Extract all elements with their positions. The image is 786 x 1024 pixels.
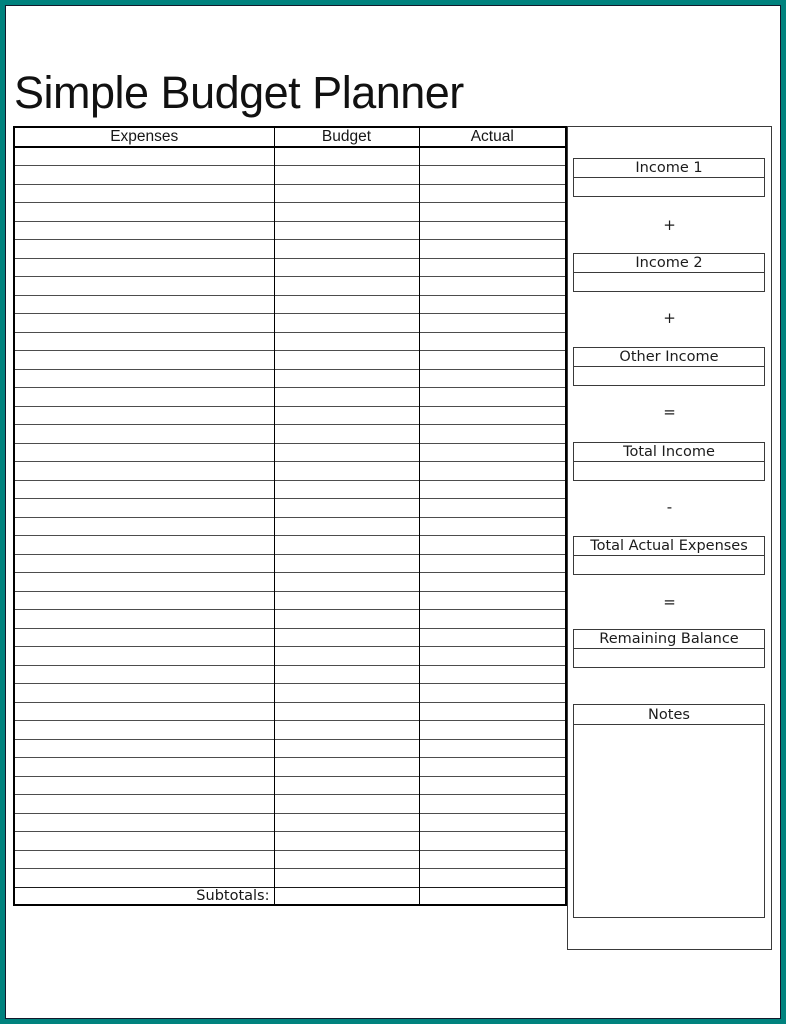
expense-row bbox=[14, 314, 566, 333]
expense-row bbox=[14, 591, 566, 610]
budget-amount-cell[interactable] bbox=[274, 388, 419, 407]
subtotal-actual-cell[interactable] bbox=[419, 887, 566, 905]
expense-row bbox=[14, 721, 566, 740]
actual-amount-cell[interactable] bbox=[419, 314, 566, 333]
budget-amount-cell[interactable] bbox=[274, 203, 419, 222]
expense-row bbox=[14, 351, 566, 370]
actual-amount-cell[interactable] bbox=[419, 758, 566, 777]
budget-amount-cell[interactable] bbox=[274, 536, 419, 555]
actual-amount-cell[interactable] bbox=[419, 443, 566, 462]
expense-row bbox=[14, 610, 566, 629]
budget-amount-cell[interactable] bbox=[274, 240, 419, 259]
expense-row bbox=[14, 443, 566, 462]
actual-amount-cell[interactable] bbox=[419, 536, 566, 555]
budget-amount-cell[interactable] bbox=[274, 832, 419, 851]
expense-name-cell[interactable] bbox=[14, 758, 274, 777]
actual-amount-cell[interactable] bbox=[419, 332, 566, 351]
expense-row bbox=[14, 277, 566, 296]
actual-amount-cell[interactable] bbox=[419, 850, 566, 869]
budget-amount-cell[interactable] bbox=[274, 813, 419, 832]
notes-area[interactable] bbox=[574, 725, 764, 915]
operator-plus-icon: + bbox=[663, 309, 676, 327]
budget-amount-cell[interactable] bbox=[274, 554, 419, 573]
budget-amount-cell[interactable] bbox=[274, 573, 419, 592]
expense-row bbox=[14, 258, 566, 277]
total-actual-expenses-box bbox=[573, 536, 765, 575]
budget-amount-cell[interactable] bbox=[274, 647, 419, 666]
budget-amount-cell[interactable] bbox=[274, 277, 419, 296]
expense-row bbox=[14, 554, 566, 573]
expense-name-cell[interactable] bbox=[14, 277, 274, 296]
expense-name-cell[interactable] bbox=[14, 369, 274, 388]
expense-row bbox=[14, 203, 566, 222]
actual-amount-cell[interactable] bbox=[419, 221, 566, 240]
budget-amount-cell[interactable] bbox=[274, 221, 419, 240]
total-income-label: Total Income bbox=[574, 443, 764, 462]
expense-name-cell[interactable] bbox=[14, 554, 274, 573]
total-income-value-field[interactable] bbox=[574, 462, 764, 480]
budget-amount-cell[interactable] bbox=[274, 610, 419, 629]
expense-name-cell[interactable] bbox=[14, 869, 274, 888]
page-title: Simple Budget Planner bbox=[14, 67, 464, 118]
actual-amount-cell[interactable] bbox=[419, 832, 566, 851]
budget-amount-cell[interactable] bbox=[274, 591, 419, 610]
expense-row bbox=[14, 850, 566, 869]
actual-amount-cell[interactable] bbox=[419, 591, 566, 610]
expense-name-cell[interactable] bbox=[14, 573, 274, 592]
budget-amount-cell[interactable] bbox=[274, 684, 419, 703]
income-1-label: Income 1 bbox=[574, 159, 764, 178]
actual-amount-cell[interactable] bbox=[419, 869, 566, 888]
budget-amount-cell[interactable] bbox=[274, 184, 419, 203]
budget-amount-cell[interactable] bbox=[274, 850, 419, 869]
actual-amount-cell[interactable] bbox=[419, 295, 566, 314]
expense-name-cell[interactable] bbox=[14, 850, 274, 869]
remaining-balance-box bbox=[573, 629, 765, 668]
actual-amount-cell[interactable] bbox=[419, 147, 566, 166]
income-2-label: Income 2 bbox=[574, 254, 764, 273]
expense-name-cell[interactable] bbox=[14, 203, 274, 222]
budget-amount-cell[interactable] bbox=[274, 166, 419, 185]
actual-amount-cell[interactable] bbox=[419, 721, 566, 740]
expense-row bbox=[14, 536, 566, 555]
actual-amount-cell[interactable] bbox=[419, 739, 566, 758]
budget-amount-cell[interactable] bbox=[274, 443, 419, 462]
remaining-balance-value-field[interactable] bbox=[574, 649, 764, 667]
budget-amount-cell[interactable] bbox=[274, 869, 419, 888]
budget-amount-cell[interactable] bbox=[274, 665, 419, 684]
expense-row bbox=[14, 147, 566, 166]
other-income-box bbox=[573, 347, 765, 386]
expense-row bbox=[14, 425, 566, 444]
expense-name-cell[interactable] bbox=[14, 647, 274, 666]
actual-amount-cell[interactable] bbox=[419, 573, 566, 592]
expense-rows-body bbox=[14, 147, 566, 887]
expense-row bbox=[14, 702, 566, 721]
budget-amount-cell[interactable] bbox=[274, 462, 419, 481]
expense-name-cell[interactable] bbox=[14, 332, 274, 351]
actual-amount-cell[interactable] bbox=[419, 240, 566, 259]
expense-row bbox=[14, 665, 566, 684]
expense-name-cell[interactable] bbox=[14, 536, 274, 555]
income-1-box bbox=[573, 158, 765, 197]
expense-name-cell[interactable] bbox=[14, 628, 274, 647]
actual-amount-cell[interactable] bbox=[419, 554, 566, 573]
expense-row bbox=[14, 647, 566, 666]
actual-amount-cell[interactable] bbox=[419, 388, 566, 407]
expense-name-cell[interactable] bbox=[14, 665, 274, 684]
expense-name-cell[interactable] bbox=[14, 443, 274, 462]
expense-name-cell[interactable] bbox=[14, 388, 274, 407]
notes-label: Notes bbox=[574, 705, 764, 725]
total-income-box bbox=[573, 442, 765, 481]
budget-amount-cell[interactable] bbox=[274, 721, 419, 740]
expense-name-cell[interactable] bbox=[14, 221, 274, 240]
budget-amount-cell[interactable] bbox=[274, 480, 419, 499]
expense-row bbox=[14, 517, 566, 536]
expense-name-cell[interactable] bbox=[14, 702, 274, 721]
expense-name-cell[interactable] bbox=[14, 499, 274, 518]
budget-amount-cell[interactable] bbox=[274, 702, 419, 721]
expense-name-cell[interactable] bbox=[14, 258, 274, 277]
actual-amount-cell[interactable] bbox=[419, 776, 566, 795]
expense-name-cell[interactable] bbox=[14, 591, 274, 610]
operator-equals-icon: = bbox=[663, 593, 676, 611]
notes-box bbox=[573, 704, 765, 918]
expense-name-cell[interactable] bbox=[14, 517, 274, 536]
total-actual-expenses-value-field[interactable] bbox=[574, 556, 764, 574]
expense-name-cell[interactable] bbox=[14, 832, 274, 851]
budget-amount-cell[interactable] bbox=[274, 406, 419, 425]
expense-row bbox=[14, 221, 566, 240]
expense-name-cell[interactable] bbox=[14, 610, 274, 629]
expense-name-cell[interactable] bbox=[14, 795, 274, 814]
expense-name-cell[interactable] bbox=[14, 480, 274, 499]
other-income-label: Other Income bbox=[574, 348, 764, 367]
expense-name-cell[interactable] bbox=[14, 240, 274, 259]
subtotal-budget-cell[interactable] bbox=[274, 887, 419, 905]
actual-amount-cell[interactable] bbox=[419, 813, 566, 832]
actual-amount-cell[interactable] bbox=[419, 184, 566, 203]
actual-amount-cell[interactable] bbox=[419, 166, 566, 185]
expense-row bbox=[14, 240, 566, 259]
income-1-value-field[interactable] bbox=[574, 178, 764, 196]
expense-row bbox=[14, 869, 566, 888]
subtotals-label: Subtotals: bbox=[14, 887, 274, 905]
expense-row bbox=[14, 406, 566, 425]
actual-amount-cell[interactable] bbox=[419, 499, 566, 518]
expenses-table bbox=[13, 126, 567, 906]
column-header-expenses: Expenses bbox=[14, 127, 274, 147]
budget-amount-cell[interactable] bbox=[274, 369, 419, 388]
expense-row bbox=[14, 462, 566, 481]
actual-amount-cell[interactable] bbox=[419, 647, 566, 666]
expense-row bbox=[14, 832, 566, 851]
actual-amount-cell[interactable] bbox=[419, 369, 566, 388]
budget-amount-cell[interactable] bbox=[274, 332, 419, 351]
actual-amount-cell[interactable] bbox=[419, 406, 566, 425]
actual-amount-cell[interactable] bbox=[419, 795, 566, 814]
budget-amount-cell[interactable] bbox=[274, 295, 419, 314]
income-2-value-field[interactable] bbox=[574, 273, 764, 291]
actual-amount-cell[interactable] bbox=[419, 480, 566, 499]
operator-equals-icon: = bbox=[663, 403, 676, 421]
column-header-budget: Budget bbox=[274, 127, 419, 147]
expense-name-cell[interactable] bbox=[14, 147, 274, 166]
expense-name-cell[interactable] bbox=[14, 721, 274, 740]
expense-row bbox=[14, 184, 566, 203]
total-actual-expenses-label: Total Actual Expenses bbox=[574, 537, 764, 556]
expense-row bbox=[14, 684, 566, 703]
expense-name-cell[interactable] bbox=[14, 295, 274, 314]
expense-row bbox=[14, 499, 566, 518]
budget-amount-cell[interactable] bbox=[274, 776, 419, 795]
budget-amount-cell[interactable] bbox=[274, 425, 419, 444]
budget-amount-cell[interactable] bbox=[274, 517, 419, 536]
expense-row bbox=[14, 295, 566, 314]
expenses-table-header bbox=[14, 127, 566, 147]
other-income-value-field[interactable] bbox=[574, 367, 764, 385]
budget-amount-cell[interactable] bbox=[274, 147, 419, 166]
expense-row bbox=[14, 480, 566, 499]
expense-name-cell[interactable] bbox=[14, 462, 274, 481]
operator-plus-icon: + bbox=[663, 216, 676, 234]
actual-amount-cell[interactable] bbox=[419, 203, 566, 222]
expense-name-cell[interactable] bbox=[14, 314, 274, 333]
expense-name-cell[interactable] bbox=[14, 813, 274, 832]
expense-row bbox=[14, 332, 566, 351]
budget-amount-cell[interactable] bbox=[274, 258, 419, 277]
actual-amount-cell[interactable] bbox=[419, 610, 566, 629]
expense-row bbox=[14, 388, 566, 407]
actual-amount-cell[interactable] bbox=[419, 684, 566, 703]
budget-amount-cell[interactable] bbox=[274, 795, 419, 814]
actual-amount-cell[interactable] bbox=[419, 665, 566, 684]
expense-name-cell[interactable] bbox=[14, 739, 274, 758]
expense-row bbox=[14, 573, 566, 592]
expense-name-cell[interactable] bbox=[14, 184, 274, 203]
actual-amount-cell[interactable] bbox=[419, 277, 566, 296]
operator-minus-icon: - bbox=[666, 498, 673, 516]
expense-name-cell[interactable] bbox=[14, 776, 274, 795]
budget-amount-cell[interactable] bbox=[274, 351, 419, 370]
expense-row bbox=[14, 758, 566, 777]
income-2-box bbox=[573, 253, 765, 292]
expense-name-cell[interactable] bbox=[14, 351, 274, 370]
subtotals-row bbox=[14, 887, 566, 905]
actual-amount-cell[interactable] bbox=[419, 628, 566, 647]
budget-amount-cell[interactable] bbox=[274, 739, 419, 758]
budget-amount-cell[interactable] bbox=[274, 758, 419, 777]
column-header-actual: Actual bbox=[419, 127, 566, 147]
expense-name-cell[interactable] bbox=[14, 406, 274, 425]
income-summary-panel bbox=[567, 126, 772, 950]
budget-amount-cell[interactable] bbox=[274, 499, 419, 518]
expense-name-cell[interactable] bbox=[14, 166, 274, 185]
actual-amount-cell[interactable] bbox=[419, 258, 566, 277]
expense-row bbox=[14, 813, 566, 832]
expense-row bbox=[14, 795, 566, 814]
actual-amount-cell[interactable] bbox=[419, 351, 566, 370]
expense-row bbox=[14, 739, 566, 758]
expense-row bbox=[14, 776, 566, 795]
expense-row bbox=[14, 166, 566, 185]
budget-amount-cell[interactable] bbox=[274, 628, 419, 647]
expense-row bbox=[14, 628, 566, 647]
remaining-balance-label: Remaining Balance bbox=[574, 630, 764, 649]
budget-amount-cell[interactable] bbox=[274, 314, 419, 333]
actual-amount-cell[interactable] bbox=[419, 462, 566, 481]
actual-amount-cell[interactable] bbox=[419, 425, 566, 444]
actual-amount-cell[interactable] bbox=[419, 517, 566, 536]
expense-name-cell[interactable] bbox=[14, 425, 274, 444]
expense-name-cell[interactable] bbox=[14, 684, 274, 703]
actual-amount-cell[interactable] bbox=[419, 702, 566, 721]
expense-row bbox=[14, 369, 566, 388]
